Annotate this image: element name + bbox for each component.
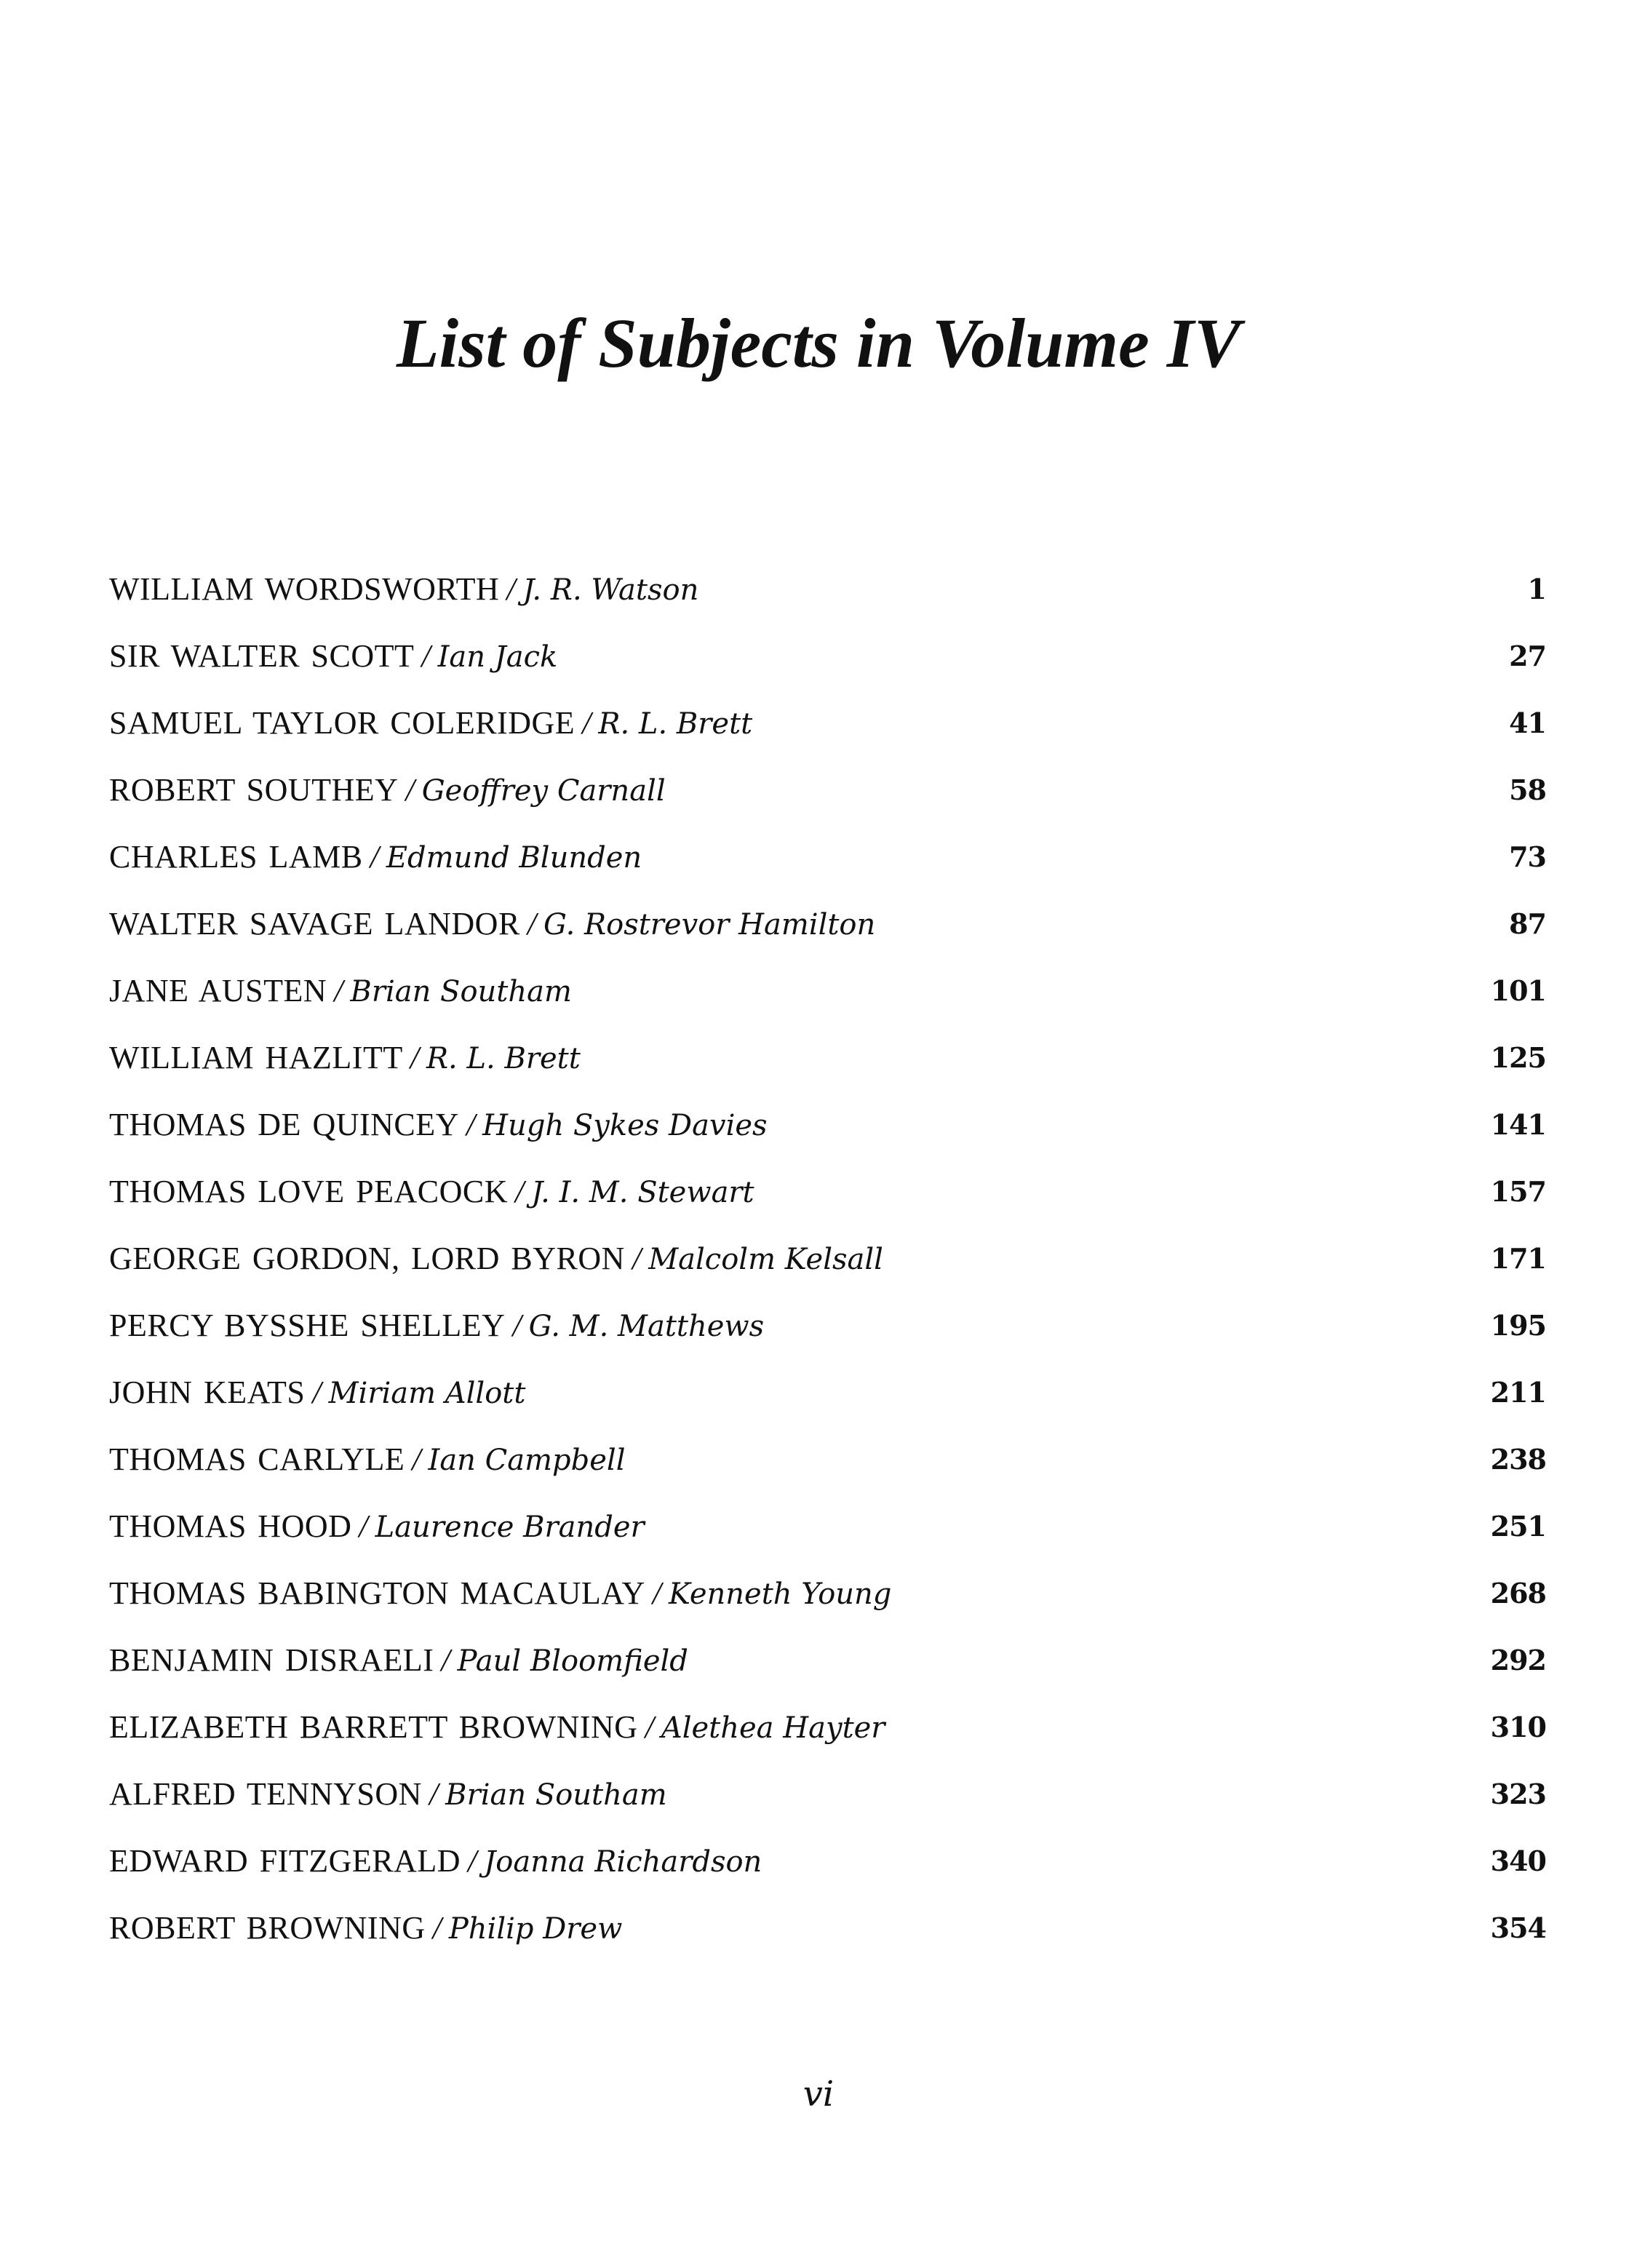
subject-list	[109, 564, 1546, 1970]
page-number: 340	[1490, 1845, 1546, 1877]
list-item	[109, 899, 1546, 966]
subject-name: THOMAS CARLYLE	[109, 1441, 405, 1477]
separator: /	[334, 973, 343, 1008]
separator: /	[370, 839, 379, 875]
page-number: 41	[1509, 707, 1546, 739]
separator: /	[468, 1843, 477, 1879]
list-item	[109, 1233, 1546, 1300]
list-item	[109, 631, 1546, 698]
subject-name: ROBERT SOUTHEY	[109, 772, 399, 808]
subject-name: SIR WALTER SCOTT	[109, 638, 415, 674]
subject-name: SAMUEL TAYLOR COLERIDGE	[109, 705, 575, 741]
page-number: 292	[1490, 1644, 1546, 1676]
subject-name: WILLIAM WORDSWORTH	[109, 571, 500, 607]
page-number: 101	[1490, 974, 1546, 1007]
list-item	[109, 966, 1546, 1032]
page-number: 238	[1490, 1443, 1546, 1476]
subject-name: ROBERT BROWNING	[109, 1910, 426, 1946]
author-name: Laurence Brander	[375, 1511, 645, 1544]
list-item	[109, 1367, 1546, 1434]
separator: /	[506, 571, 516, 607]
author-name: Brian Southam	[350, 975, 572, 1008]
page-number: 354	[1490, 1911, 1546, 1944]
separator: /	[514, 1174, 525, 1209]
subject-name: THOMAS DE QUINCEY	[109, 1107, 459, 1142]
separator: /	[652, 1575, 662, 1611]
subject-name: EDWARD FITZGERALD	[109, 1843, 461, 1879]
page-number: 1	[1527, 573, 1546, 605]
list-item	[109, 1903, 1546, 1970]
list-item	[109, 1300, 1546, 1367]
separator: /	[645, 1709, 654, 1745]
separator: /	[359, 1508, 368, 1544]
page-number: 251	[1490, 1510, 1546, 1543]
list-item	[109, 765, 1546, 832]
list-item	[109, 1836, 1546, 1903]
page-number: 27	[1509, 640, 1546, 672]
separator: /	[527, 906, 537, 942]
page-number: 87	[1509, 907, 1546, 940]
separator: /	[405, 772, 415, 808]
separator: /	[582, 705, 592, 741]
list-item	[109, 564, 1546, 631]
page-number: 268	[1490, 1577, 1546, 1610]
author-name: Joanna Richardson	[484, 1845, 762, 1879]
page-title: List of Subjects in Volume IV	[396, 304, 1241, 383]
author-name: J. I. M. Stewart	[531, 1176, 754, 1209]
author-name: R. L. Brett	[598, 707, 753, 741]
author-name: Paul Bloomfield	[457, 1644, 688, 1678]
list-item	[109, 1166, 1546, 1233]
author-name: R. L. Brett	[426, 1042, 581, 1075]
separator: /	[412, 1441, 421, 1477]
subject-name: JOHN KEATS	[109, 1374, 306, 1410]
separator: /	[421, 638, 431, 674]
subject-name: THOMAS BABINGTON MACAULAY	[109, 1575, 645, 1611]
author-name: Brian Southam	[445, 1778, 667, 1812]
author-name: Miriam Allott	[328, 1377, 526, 1410]
author-name: Kenneth Young	[669, 1577, 892, 1611]
subject-name: THOMAS HOOD	[109, 1508, 352, 1544]
page-number: 125	[1490, 1041, 1546, 1074]
list-item	[109, 698, 1546, 765]
subject-name: CHARLES LAMB	[109, 839, 363, 875]
author-name: Geoffrey Carnall	[421, 774, 666, 808]
author-name: Hugh Sykes Davies	[482, 1109, 768, 1142]
page-number: 211	[1490, 1376, 1546, 1409]
page-number: 73	[1509, 840, 1546, 873]
separator: /	[429, 1776, 439, 1812]
subject-name: GEORGE GORDON, LORD BYRON	[109, 1241, 625, 1276]
author-name: Edmund Blunden	[386, 841, 642, 875]
separator: /	[632, 1241, 642, 1276]
page-number: 310	[1490, 1711, 1546, 1743]
author-name: G. Rostrevor Hamilton	[543, 908, 876, 942]
author-name: Philip Drew	[448, 1912, 623, 1946]
list-item	[109, 1568, 1546, 1635]
author-name: Ian Jack	[437, 640, 558, 674]
list-item	[109, 1635, 1546, 1702]
separator: /	[441, 1642, 450, 1678]
subject-name: THOMAS LOVE PEACOCK	[109, 1174, 508, 1209]
subject-name: PERCY BYSSHE SHELLEY	[109, 1308, 506, 1343]
page-number: 58	[1509, 773, 1546, 806]
subject-name: ALFRED TENNYSON	[109, 1776, 422, 1812]
subject-name: WALTER SAVAGE LANDOR	[109, 906, 520, 942]
author-name: J. R. Watson	[522, 573, 699, 607]
separator: /	[410, 1040, 419, 1075]
page-number: 141	[1490, 1108, 1546, 1141]
list-item	[109, 1702, 1546, 1769]
list-item	[109, 1032, 1546, 1099]
list-item	[109, 1434, 1546, 1501]
author-name: Malcolm Kelsall	[648, 1243, 883, 1276]
subject-name: BENJAMIN DISRAELI	[109, 1642, 434, 1678]
page-number: 195	[1490, 1309, 1546, 1342]
author-name: G. M. Matthews	[528, 1310, 765, 1343]
page-number: 171	[1490, 1242, 1546, 1275]
list-item	[109, 832, 1546, 899]
subject-name: WILLIAM HAZLITT	[109, 1040, 403, 1075]
page-folio: vi	[802, 2074, 835, 2114]
separator: /	[466, 1107, 476, 1142]
page-number: 157	[1490, 1175, 1546, 1208]
page-number: 323	[1490, 1778, 1546, 1810]
author-name: Ian Campbell	[428, 1444, 626, 1477]
list-item	[109, 1501, 1546, 1568]
subject-name: JANE AUSTEN	[109, 973, 327, 1008]
separator: /	[432, 1910, 442, 1946]
author-name: Alethea Hayter	[661, 1711, 885, 1745]
separator: /	[512, 1308, 522, 1343]
separator: /	[312, 1374, 322, 1410]
list-item	[109, 1769, 1546, 1836]
subject-name: ELIZABETH BARRETT BROWNING	[109, 1709, 638, 1745]
list-item	[109, 1099, 1546, 1166]
